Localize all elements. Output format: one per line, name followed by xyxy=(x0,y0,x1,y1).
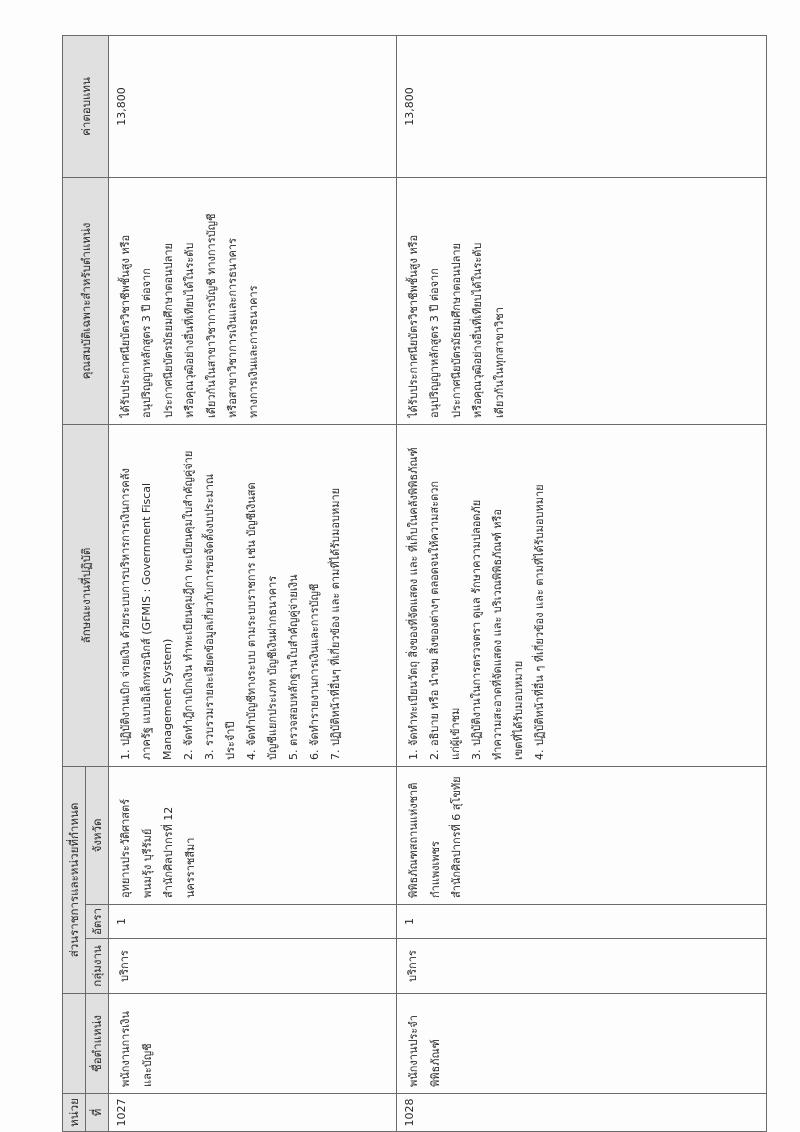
responsibilities-cell xyxy=(109,424,397,766)
responsibility-line: 1. ปฏิบัติงานเบิก จ่ายเงิน ด้วยระบบการบริหารการเงินการคลัง xyxy=(119,468,132,760)
unit-line: พิพิธภัณฑสถานแห่งชาติ xyxy=(407,782,420,898)
responsibility-line: 7. ปฏิบัติหน้าที่อื่นๆ ที่เกี่ยวข้อง และ ตามที่ได้รับมอบหมาย xyxy=(329,487,342,760)
header-qualifications: คุณสมบัติเฉพาะสำหรับตำแหน่ง xyxy=(63,177,109,424)
unit-line: นครราชสีมา xyxy=(184,837,198,898)
position-cell xyxy=(109,994,397,1094)
job-positions-table xyxy=(62,35,767,1132)
qualification-line: หรือคุณวุฒิอย่างอื่นที่เทียบได้ในระดับ xyxy=(471,242,485,418)
qualification-line: อนุปริญญาหลักสูตร 3 ปี ต่อจาก xyxy=(428,268,442,418)
qualification-line: เดียวกันในทุกสาขาวิชา xyxy=(492,307,506,418)
responsibility-line: 1. จัดทำทะเบียนวัตถุ สิ่งของที่จัดแสดง และ ที่เก็บในคลังพิพิธภัณฑ์ xyxy=(407,447,420,760)
salary-cell: 13,800 xyxy=(109,35,397,177)
job-group-cell: บริการ xyxy=(397,939,767,994)
position-cell xyxy=(397,994,767,1094)
header-position-spacer xyxy=(63,994,86,1094)
unit-cell xyxy=(109,766,397,904)
unit-line: สำนักศิลปากรที่ 6 สุโขทัย xyxy=(450,776,464,898)
responsibility-line: Management System) xyxy=(161,638,174,760)
header-job-group: กลุ่มงาน xyxy=(86,939,109,994)
job-group-cell: บริการ xyxy=(109,939,397,994)
qualification-line: อนุปริญญาหลักสูตร 3 ปี ต่อจาก xyxy=(140,268,154,418)
qualification-line: เดียวกันในสาขาวิชาการบัญชี ทางการบัญชี xyxy=(204,213,218,418)
header-province: จังหวัด xyxy=(86,766,109,904)
qualifications-cell xyxy=(397,177,767,424)
qualification-line: ทางการเงินและการธนาคาร xyxy=(247,285,261,418)
table-row xyxy=(397,35,767,1131)
responsibility-line: 2. จัดทำฎีกาเบิกเงิน ทำทะเบียนคุมฎีกา ทะเบียนคุมใบสำคัญคู่จ่าย xyxy=(182,450,195,760)
responsibility-line: 5. ตรวจสอบหลักฐานใบสำคัญคู่จ่ายเงิน xyxy=(287,574,300,760)
responsibility-line: 3. รวบรวมรายละเอียดข้อมูลเกี่ยวกับการขอจัดตั้งงบประมาณ xyxy=(203,473,216,760)
header-group: ส่วนราชการและหน่วยที่กำหนด xyxy=(63,766,86,993)
qualification-line: หรือคุณวุฒิอย่างอื่นที่เทียบได้ในระดับ xyxy=(183,242,197,418)
qualification-line: ได้รับประกาศนียบัตรวิชาชีพชั้นสูง หรือ xyxy=(119,234,132,418)
unit-line: อุทยานประวัติศาสตร์ xyxy=(119,798,132,898)
header-responsibilities: ลักษณะงานที่ปฏิบัติ xyxy=(63,424,109,766)
header-salary: ค่าตอบแทน xyxy=(63,35,109,177)
responsibility-line: 3. ปฏิบัติงานในการตรวจตรา ดูแล รักษาความปลอดภัย xyxy=(470,499,483,760)
table-row xyxy=(109,35,397,1131)
header-position: ชื่อตำแหน่ง xyxy=(86,994,109,1094)
header-rate: อัตรา xyxy=(86,905,109,939)
unit-line: กำแพงเพชร xyxy=(428,841,442,898)
responsibility-line: เขตที่ได้รับมอบหมาย xyxy=(512,660,525,760)
responsibility-line: ประจำปี xyxy=(224,721,237,760)
row-number: 1028 xyxy=(397,1094,767,1132)
responsibility-line: บัญชีแยกประเภท บัญชีเงินฝากธนาคาร xyxy=(266,575,279,760)
position-line: และบัญชี xyxy=(140,1043,154,1087)
qualification-line: หรือสาขาวิชาการเงินและการธนาคาร xyxy=(226,238,240,418)
responsibility-line: 4. ปฏิบัติหน้าที่อื่น ๆ ที่เกี่ยวข้อง และ ตามที่ได้รับมอบหมาย xyxy=(533,484,546,760)
unit-line: สำนักศิลปากรที่ 12 xyxy=(162,806,176,898)
rate-cell: 1 xyxy=(397,905,767,939)
position-line: พนักงานการเงิน xyxy=(119,1011,132,1087)
responsibility-line: ภาครัฐ แบบอิเล็กทรอนิกส์ (GFMIS : Government Fiscal xyxy=(140,482,153,760)
salary-cell: 13,800 xyxy=(397,35,767,177)
responsibility-line: 4. จัดทำบัญชีทางระบบ ตามระบบราชการ เช่น บัญชีเงินสด xyxy=(245,482,258,760)
row-number: 1027 xyxy=(109,1094,397,1132)
responsibility-line: ทำความสะอาดที่จัดแสดง และ บริเวณพิพิธภัณฑ์ หรือ xyxy=(491,509,504,760)
qualifications-cell xyxy=(109,177,397,424)
qualification-line: ได้รับประกาศนียบัตรวิชาชีพชั้นสูง หรือ xyxy=(407,234,420,418)
position-line: พิพิธภัณฑ์ xyxy=(428,1039,442,1087)
rate-cell: 1 xyxy=(109,905,397,939)
responsibility-line: 6. จัดทำรายงานการเงินและการบัญชี xyxy=(308,583,321,760)
unit-line: พนมรุ้ง บุรีรัมย์ xyxy=(140,828,154,898)
unit-cell xyxy=(397,766,767,904)
responsibility-line: แก่ผู้เข้าชม xyxy=(449,707,462,760)
responsibility-line: 2. อธิบาย หรือ นำชม สิ่งของต่างๆ ตลอดจนให้ความสะดวก xyxy=(428,480,441,760)
qualification-line: ประกาศนียบัตรมัธยมศึกษาตอนปลาย xyxy=(449,243,463,418)
responsibilities-cell xyxy=(397,424,767,766)
position-line: พนักงานประจำ xyxy=(407,1015,420,1087)
qualification-line: ประกาศนียบัตรมัธยมศึกษาตอนปลาย xyxy=(161,243,175,418)
header-no: ที่ xyxy=(86,1094,109,1132)
header-unit-top: หน่วย xyxy=(63,1094,86,1132)
